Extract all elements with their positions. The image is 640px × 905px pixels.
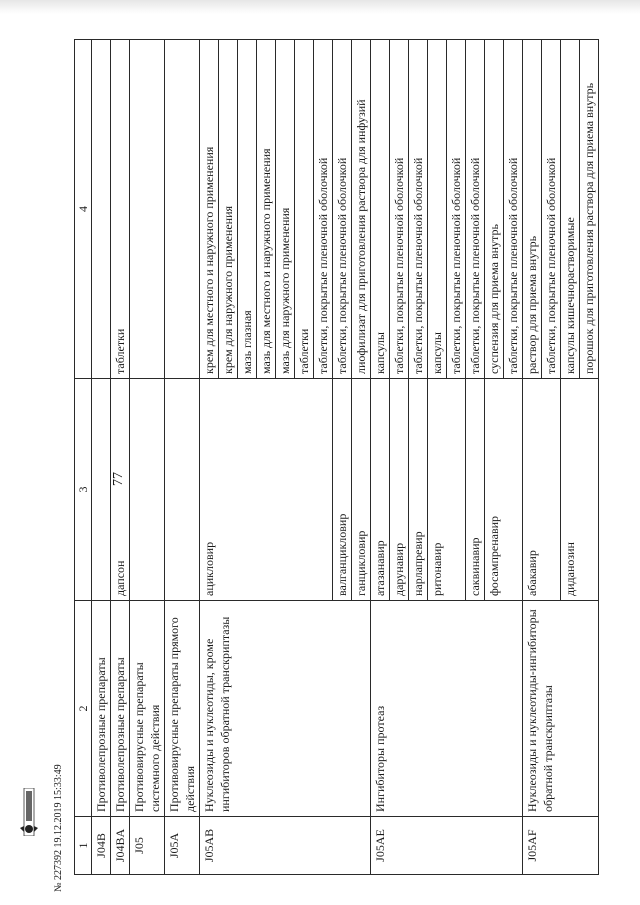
dosage-form-cell: порошок для приготовления раствора для приема внутрь — [580, 40, 599, 379]
atc-code-cell: J04B — [92, 817, 111, 875]
dosage-form-cell: таблетки, покрытые пленочной оболочкой — [314, 40, 333, 379]
drug-name-cell: фосампренавир — [485, 379, 523, 601]
drug-name-cell — [130, 379, 165, 601]
dosage-form-cell: таблетки, покрытые пленочной оболочкой — [409, 40, 428, 379]
drug-register-table — [74, 39, 599, 875]
atc-group-cell: Нуклеозиды и нуклеотиды-ингибиторы обратной транскриптазы — [523, 601, 599, 817]
table-row — [523, 40, 542, 875]
drug-name-cell — [165, 379, 200, 601]
drug-name-cell: ганцикловир — [352, 379, 371, 601]
drug-name-cell: нарлапревир — [409, 379, 428, 601]
drug-name-cell: ацикловир — [200, 379, 333, 601]
header-row — [75, 40, 92, 875]
drug-name-cell: валганцикловир — [333, 379, 352, 601]
atc-group-cell: Нуклеозиды и нуклеотиды, кроме ингибиторов обратной транскриптазы — [200, 601, 371, 817]
drug-name-cell: дапсон — [111, 379, 130, 601]
table-row — [200, 40, 219, 875]
dosage-form-cell: таблетки, покрытые пленочной оболочкой — [542, 40, 561, 379]
dosage-form-cell: таблетки, покрытые пленочной оболочкой — [504, 40, 523, 379]
atc-group-cell: Противовирусные препараты системного действия — [130, 601, 165, 817]
atc-code-cell: J04BA — [111, 817, 130, 875]
dosage-form-cell: крем для наружного применения — [219, 40, 238, 379]
dosage-form-cell: мазь глазная — [238, 40, 257, 379]
dosage-form-cell: таблетки — [111, 40, 130, 379]
dosage-form-cell: таблетки, покрытые пленочной оболочкой — [466, 40, 485, 379]
atc-code-cell: J05AB — [200, 817, 371, 875]
dosage-form-cell — [130, 40, 165, 379]
atc-group-cell: Противолепрозные препараты — [92, 601, 111, 817]
dosage-form-cell: таблетки, покрытые пленочной оболочкой — [333, 40, 352, 379]
column-number-2: 2 — [75, 601, 92, 817]
drug-name-cell: дарунавир — [390, 379, 409, 601]
atc-code-cell: J05 — [130, 817, 165, 875]
dosage-form-cell: таблетки, покрытые пленочной оболочкой — [447, 40, 466, 379]
dosage-form-cell: капсулы кишечнорастворимые — [561, 40, 580, 379]
table-body — [75, 40, 599, 875]
column-number-4: 4 — [75, 40, 92, 379]
dosage-form-cell: капсулы — [428, 40, 447, 379]
dosage-form-cell: суспензия для приема внутрь — [485, 40, 504, 379]
dosage-form-cell — [165, 40, 200, 379]
table-row — [165, 40, 200, 875]
dosage-form-cell: раствор для приема внутрь — [523, 40, 542, 379]
dosage-form-cell: капсулы — [371, 40, 390, 379]
drug-name-cell: диданозин — [561, 379, 599, 601]
dosage-form-cell — [92, 40, 111, 379]
table-area — [74, 40, 596, 875]
atc-code-cell: J05AF — [523, 817, 599, 875]
dosage-form-cell: крем для местного и наружного применения — [200, 40, 219, 379]
dosage-form-cell: мазь для местного и наружного применения — [257, 40, 276, 379]
column-number-3: 3 — [75, 379, 92, 601]
column-number-1: 1 — [75, 817, 92, 875]
drug-name-cell — [92, 379, 111, 601]
dosage-form-cell: лиофилизат для приготовления раствора для инфузий — [352, 40, 371, 379]
atc-code-cell: J05AE — [371, 817, 523, 875]
page-number: 77 — [111, 472, 126, 486]
table-row — [92, 40, 111, 875]
seal-stamp-icon — [16, 788, 42, 836]
scan-edge — [0, 0, 640, 14]
drug-name-cell: абакавир — [523, 379, 561, 601]
drug-name-cell: атазанавир — [371, 379, 390, 601]
atc-group-cell: Противолепрозные препараты — [111, 601, 130, 817]
atc-group-cell: Ингибиторы протеаз — [371, 601, 523, 817]
drug-name-cell: ритонавир — [428, 379, 466, 601]
dosage-form-cell: мазь для наружного применения — [276, 40, 295, 379]
table-row — [111, 40, 130, 875]
dosage-form-cell: таблетки, покрытые пленочной оболочкой — [390, 40, 409, 379]
dosage-form-cell: таблетки — [295, 40, 314, 379]
atc-code-cell: J05A — [165, 817, 200, 875]
atc-group-cell: Противовирусные препараты прямого действия — [165, 601, 200, 817]
drug-name-cell: саквинавир — [466, 379, 485, 601]
document-footer: № 227392 19.12.2019 15:33:49 — [53, 764, 64, 892]
table-row — [130, 40, 165, 875]
table-row — [371, 40, 390, 875]
rotated-table-wrapper — [74, 40, 596, 875]
